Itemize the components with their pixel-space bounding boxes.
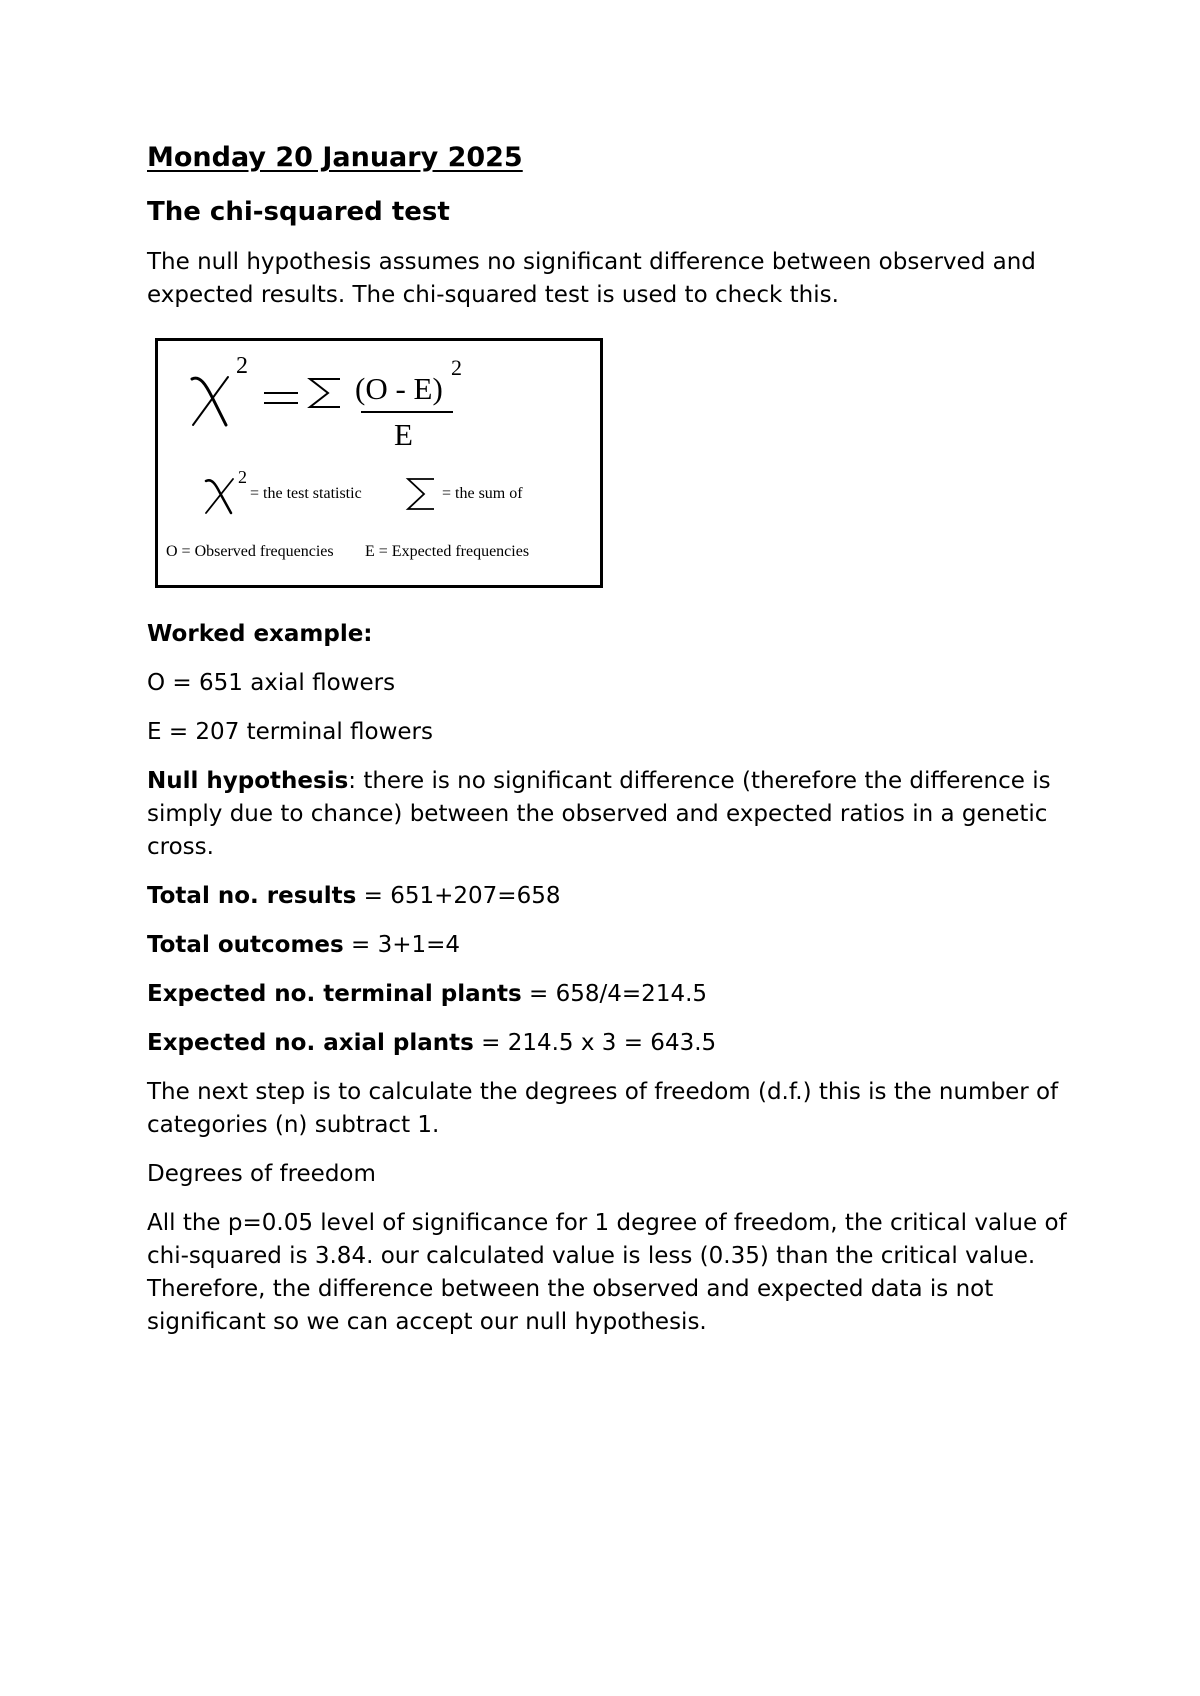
small-sigma-icon	[408, 479, 434, 509]
null-hypothesis-text: : there is no significant difference (therefore the difference is simply due to chance) between the observed and expected ratios in a genetic cross.	[147, 768, 1051, 860]
null-hypothesis-paragraph	[147, 765, 1067, 864]
equals-icon	[264, 393, 298, 403]
degrees-of-freedom-label: Degrees of freedom	[147, 1161, 376, 1187]
small-chi-icon	[206, 479, 233, 513]
expected-axial-line: Expected no. axial plants = 214.5 x 3 = 643.5	[147, 1030, 717, 1056]
document-page	[147, 140, 1067, 1355]
intro-paragraph: The null hypothesis assumes no significant difference between observed and expected results. The chi-squared test is used to check this.	[147, 249, 1036, 308]
expected-line: E = 207 terminal flowers	[147, 719, 433, 745]
chi-squared-formula-figure	[155, 338, 603, 588]
formula-denominator: E	[394, 417, 413, 452]
legend-sum-of: = the sum of	[442, 485, 523, 502]
next-step-paragraph: The next step is to calculate the degrees of freedom (d.f.) this is the number of categories (n) subtract 1.	[147, 1079, 1059, 1138]
worked-example-label: Worked example:	[147, 621, 373, 647]
observed-line: O = 651 axial flowers	[147, 670, 396, 696]
expected-terminal-line: Expected no. terminal plants = 658/4=214.5	[147, 981, 708, 1007]
total-results-line: Total no. results = 651+207=658	[147, 883, 561, 909]
total-outcomes-line: Total outcomes = 3+1=4	[147, 932, 461, 958]
null-hypothesis-label: Null hypothesis	[147, 768, 349, 794]
chi-exponent: 2	[236, 353, 248, 379]
small-chi-exponent: 2	[238, 467, 247, 487]
legend-observed: O = Observed frequencies	[166, 543, 334, 560]
chi-symbol-icon	[192, 377, 228, 425]
sigma-icon	[310, 379, 340, 407]
conclusion-paragraph: All the p=0.05 level of significance for 1 degree of freedom, the critical value of chi-squared is 3.84. our calculated value is less (0.35) than the critical value. Therefore, the difference between the observed and expected data is not significant so we can accept our null hypothesis.	[147, 1210, 1067, 1335]
section-heading: The chi-squared test	[147, 197, 450, 227]
document-date: Monday 20 January 2025	[147, 142, 523, 173]
legend-expected: E = Expected frequencies	[365, 543, 530, 560]
numerator-exponent: 2	[451, 355, 462, 380]
legend-test-statistic: = the test statistic	[250, 485, 362, 502]
formula-numerator: (O - E)	[355, 371, 443, 406]
